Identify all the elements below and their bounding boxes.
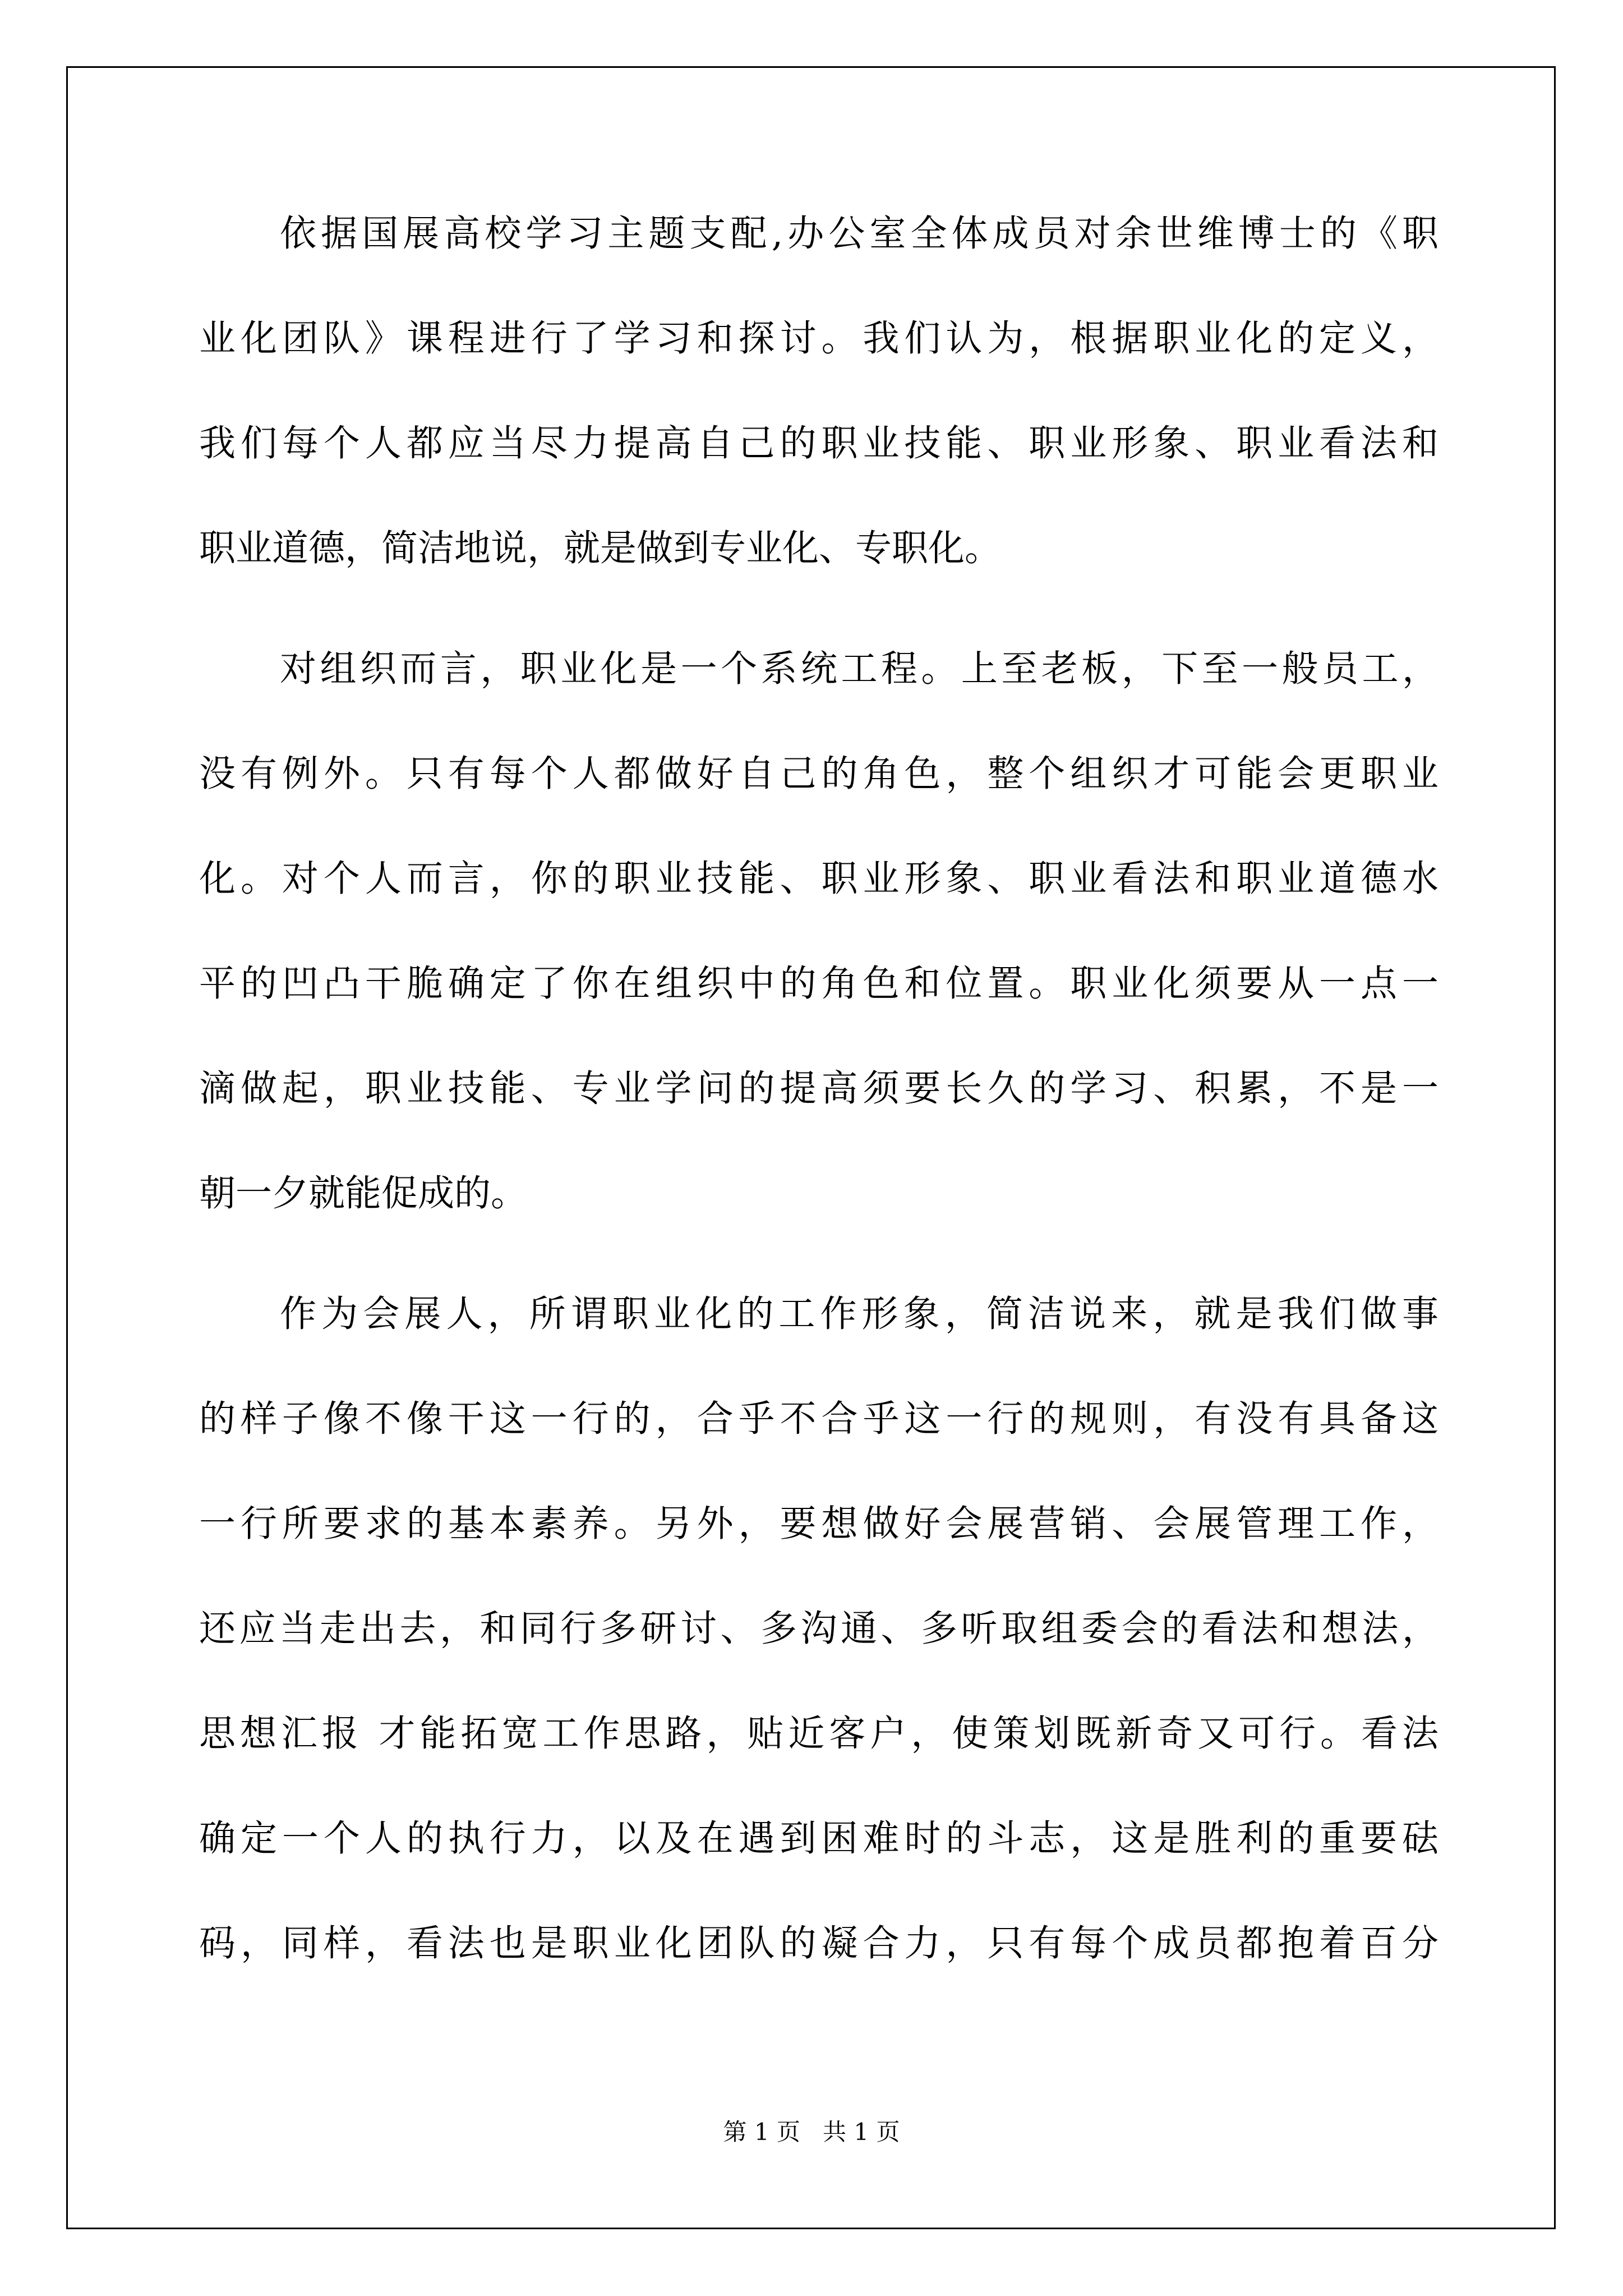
text-line: 我们每个人都应当尽力提高自己的职业技能、职业形象、职业看法和 <box>199 423 1438 464</box>
paragraph-gap <box>199 1278 1438 1294</box>
text-line: 一行所要求的基本素养。另外，要想做好会展营销、会展管理工作， <box>199 1503 1438 1545</box>
text-line: 的样子像不像干这一行的，合乎不合乎这一行的规则，有没有具备这 <box>199 1398 1438 1440</box>
text-line: 平的凹凸干脆确定了你在组织中的角色和位置。职业化须要从一点一 <box>199 963 1438 1005</box>
text-line: 职业道德，简洁地说，就是做到专业化、专职化。 <box>199 528 1002 569</box>
text-line: 滴做起，职业技能、专业学问的提高须要长久的学习、积累，不是一 <box>199 1068 1438 1110</box>
text-line: 作为会展人，所谓职业化的工作形象，简洁说来，就是我们做事 <box>280 1294 1438 1335</box>
text-line: 朝一夕就能促成的。 <box>199 1173 528 1214</box>
paragraph-gap <box>199 633 1438 648</box>
text-line: 确定一个人的执行力，以及在遇到困难时的斗志，这是胜利的重要砝 <box>199 1818 1438 1860</box>
text-line: 没有例外。只有每个人都做好自己的角色，整个组织才可能会更职业 <box>199 753 1438 795</box>
text-line: 码，同样，看法也是职业化团队的凝合力，只有每个成员都抱着百分 <box>199 1923 1438 1964</box>
text-line: 思想汇报 才能拓宽工作思路，贴近客户，使策划既新奇又可行。看法 <box>199 1713 1438 1755</box>
text-line: 对组织而言，职业化是一个系统工程。上至老板，下至一般员工， <box>280 648 1438 690</box>
text-line: 化。对个人而言，你的职业技能、职业形象、职业看法和职业道德水 <box>199 858 1438 900</box>
text-line: 业化团队》课程进行了学习和探讨。我们认为，根据职业化的定义， <box>199 318 1438 360</box>
text-line: 依据国展高校学习主题支配,办公室全体成员对余世维博士的《职 <box>280 213 1438 255</box>
page-number-footer: 第 1 页 共 1 页 <box>723 2118 900 2146</box>
text-line: 还应当走出去，和同行多研讨、多沟通、多听取组委会的看法和想法， <box>199 1608 1438 1650</box>
document-body <box>199 213 1438 2028</box>
